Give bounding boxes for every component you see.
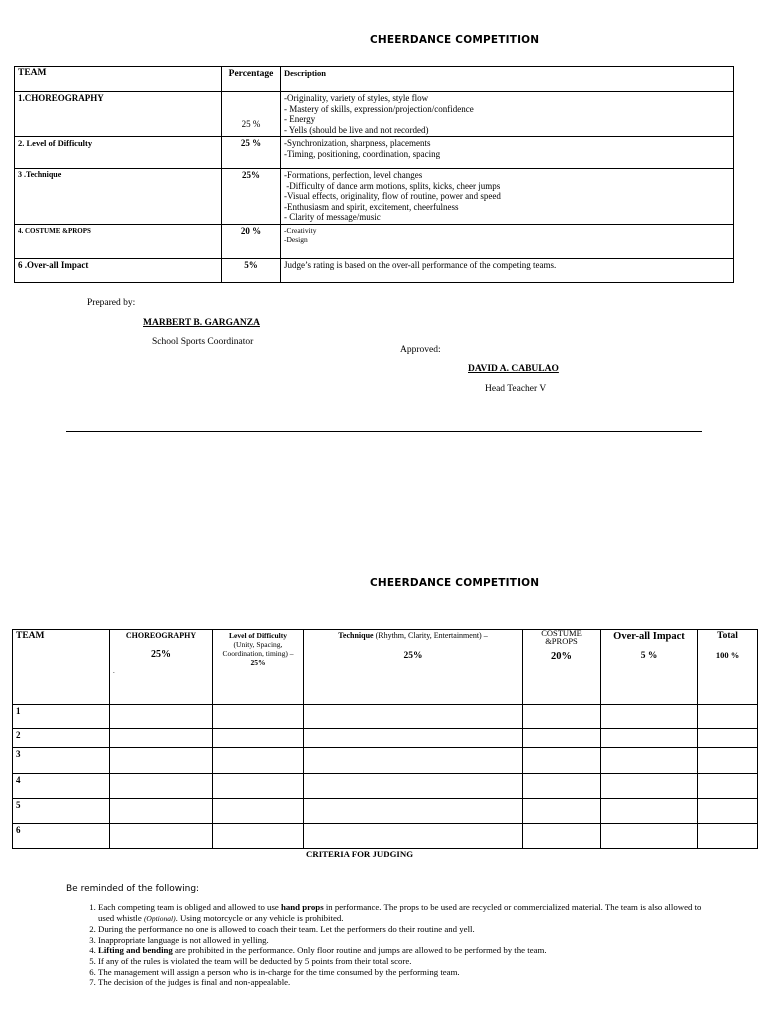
divider [66,431,702,432]
score-table [12,629,758,849]
approved-position: Head Teacher V [485,384,547,394]
rule-text: Each competing team is obliged and allowed to use [98,902,281,912]
overall-pct: 5 % [640,651,658,661]
rule-bold: Lifting and bending [98,945,173,956]
score-row [13,824,758,849]
score-row [13,748,758,774]
percentage-value: 25 % [222,137,281,169]
description-line: -Originality, variety of styles, style flow [284,93,429,103]
score-cell[interactable] [213,824,304,849]
table-row [15,258,734,282]
score-cell[interactable] [304,824,523,849]
header-team: TEAM [15,67,222,92]
score-cell[interactable] [523,799,601,824]
choreography-mark: . [113,667,115,675]
score-cell[interactable] [601,774,698,799]
difficulty-sub: (Unity, Spacing, Coordination, timing) – [222,640,294,658]
team-number: 4 [13,774,110,799]
choreography-pct: 25% [151,648,171,660]
description-cell [281,224,734,258]
score-cell[interactable] [698,748,758,774]
table-row [15,137,734,169]
rule-bold: hand props [280,902,324,912]
description-cell [281,169,734,225]
score-cell[interactable] [213,729,304,748]
reminder-heading: Be reminded of the following: [66,884,200,894]
percentage-value: 25% [222,169,281,225]
team-number: 6 [13,824,110,849]
choreography-label: CHOREOGRAPHY [125,631,197,640]
description-line: -Formations, perfection, level changes [284,170,423,180]
description-line: Judge’s rating is based on the over-all performance of the competing teams. [284,259,557,270]
total-pct: 100 % [715,649,740,660]
difficulty-pct: 25% [250,658,266,667]
description-line: -Synchronization, sharpness, placements [284,138,431,148]
header-technique [304,630,523,705]
rule-text: The management will assign a person who is in-charge for the time consumed by the performing team. [98,966,460,977]
description-cell [281,92,734,137]
score-cell[interactable] [698,774,758,799]
percentage-value: 5% [222,258,281,282]
score-cell[interactable] [698,729,758,748]
rules-list [78,902,708,988]
criterion-name: 2. Level of Difficulty [15,137,222,169]
header-percentage: Percentage [222,67,281,92]
rule-item [98,902,708,924]
rule-item [98,977,708,988]
description-cell [281,258,734,282]
score-cell[interactable] [110,774,213,799]
score-cell[interactable] [304,705,523,729]
header-total [698,630,758,705]
score-row [13,729,758,748]
score-cell[interactable] [110,748,213,774]
percentage-value: 25 % [241,118,261,129]
rule-text: The decision of the judges is final and non-appealable. [98,977,291,988]
score-sheet-title: CHEERDANCE COMPETITION [370,577,540,589]
team-number: 5 [13,799,110,824]
score-cell[interactable] [523,748,601,774]
score-cell[interactable] [523,705,601,729]
rule-text: Inappropriate language is not allowed in yelling. [98,934,269,945]
score-cell[interactable] [698,799,758,824]
rule-item [98,935,708,946]
criterion-name: 4. COSTUME &PROPS [15,224,222,258]
percentage-cell [222,92,281,137]
header-team: TEAM [13,630,110,705]
header-description: Description [281,67,734,92]
score-cell[interactable] [523,824,601,849]
table-caption: CRITERIA FOR JUDGING [306,849,414,859]
approved-name: DAVID A. CABULAO [468,364,559,374]
technique-sub: (Rhythm, Clarity, Entertainment) – [375,631,488,640]
description-line: -Timing, positioning, coordination, spacing [284,148,441,159]
table-header-row [15,67,734,92]
costume-label: COSTUME &PROPS [541,629,582,646]
overall-label: Over-all Impact [613,631,685,642]
rule-item [98,924,708,935]
score-cell[interactable] [213,799,304,824]
score-cell[interactable] [110,824,213,849]
prepared-position: School Sports Coordinator [152,337,254,347]
page-title: CHEERDANCE COMPETITION [370,34,540,46]
header-costume [523,630,601,705]
rule-text: in performance. The props to be used are recycled or commercialized material. The team is also allowed to used whistle [98,902,702,923]
score-cell[interactable] [601,729,698,748]
score-cell[interactable] [304,729,523,748]
criterion-name: 3 .Technique [15,169,222,225]
score-cell[interactable] [523,729,601,748]
score-cell[interactable] [213,774,304,799]
rule-item [98,945,708,956]
description-line: - Mastery of skills, expression/projection/confidence [284,103,474,114]
score-cell[interactable] [698,824,758,849]
score-row [13,705,758,729]
score-cell[interactable] [213,705,304,729]
score-cell[interactable] [110,705,213,729]
description-line: -Enthusiasm and spirit, excitement, cheerfulness [284,201,459,212]
score-cell[interactable] [601,824,698,849]
approved-label: Approved: [400,345,441,355]
team-number: 3 [13,748,110,774]
team-number: 1 [13,705,110,729]
criterion-name: 6 .Over-all Impact [15,258,222,282]
rule-italic: (Optional) [143,913,176,923]
header-overall [601,630,698,705]
table-row [15,169,734,225]
rule-item [98,967,708,978]
description-cell [281,137,734,169]
score-header-row [13,630,758,705]
score-cell[interactable] [213,748,304,774]
header-choreography [110,630,213,705]
description-line: - Energy [284,114,316,124]
prepared-name: MARBERT B. GARGANZA [143,318,260,328]
rule-text: If any of the rules is violated the team will be deducted by 5 points from their total score. [98,955,412,966]
score-cell[interactable] [523,774,601,799]
prepared-label: Prepared by: [87,298,136,308]
description-line: - Clarity of message/music [284,212,381,222]
team-number: 2 [13,729,110,748]
criteria-table [14,66,734,283]
difficulty-label: Level of Difficulty [229,631,287,640]
technique-label: Technique [338,631,374,640]
score-cell[interactable] [110,799,213,824]
technique-pct: 25% [403,650,423,661]
score-row [13,774,758,799]
description-line: -Creativity [284,225,317,235]
table-row [15,92,734,137]
rule-text: . Using motorcycle or any vehicle is prohibited. [175,912,344,923]
percentage-value: 20 % [222,224,281,258]
total-label: Total [717,631,738,641]
description-line: - Yells (should be live and not recorded) [284,124,429,135]
table-row [15,224,734,258]
description-line: -Design [284,235,308,244]
score-cell[interactable] [601,748,698,774]
score-cell[interactable] [601,705,698,729]
costume-pct: 20% [551,651,572,662]
score-cell[interactable] [601,799,698,824]
rule-text: During the performance no one is allowed to coach their team. Let the performers do their routine and yell. [98,924,475,935]
score-cell[interactable] [304,799,523,824]
description-line: -Visual effects, originality, flow of routine, power and speed [284,191,501,201]
description-line: -Difficulty of dance arm motions, splits, kicks, cheer jumps [284,180,501,191]
rule-item [98,956,708,967]
score-row [13,799,758,824]
score-cell[interactable] [110,729,213,748]
header-difficulty [213,630,304,705]
score-cell[interactable] [304,774,523,799]
rule-text: are prohibited in the performance. Only floor routine and jumps are allowed to be performed by the team. [172,945,547,956]
criterion-name: 1.CHOREOGRAPHY [15,92,222,137]
score-cell[interactable] [304,748,523,774]
score-cell[interactable] [698,705,758,729]
